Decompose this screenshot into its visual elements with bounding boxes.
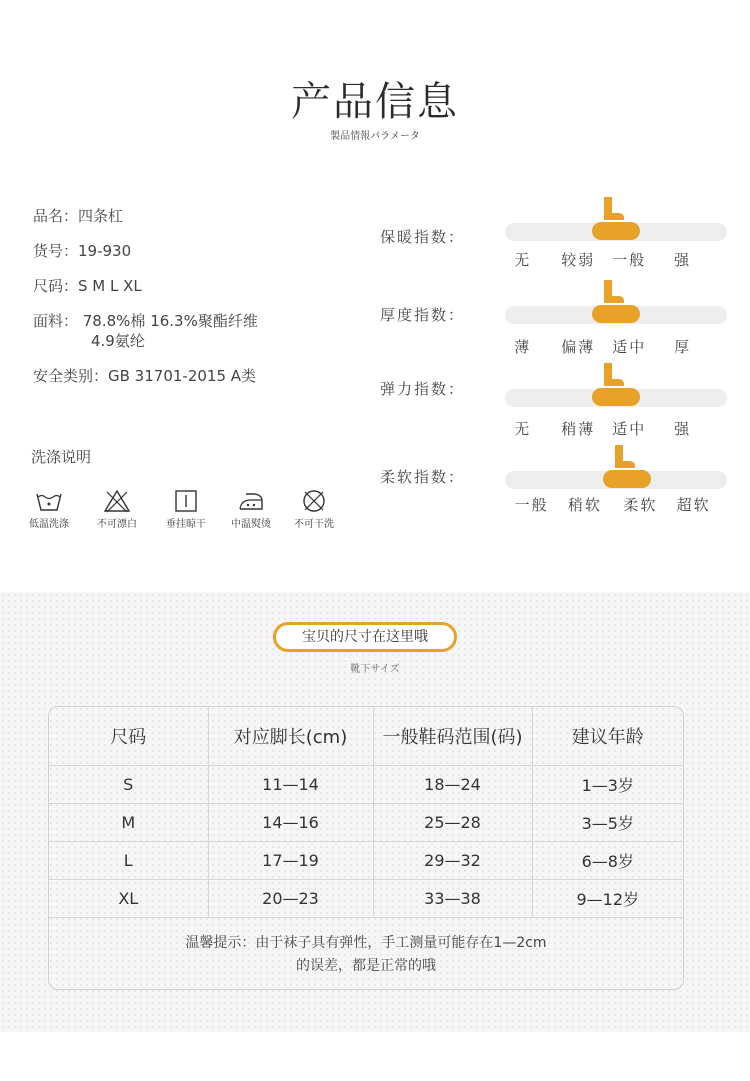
size-section-subtitle: 靴下サイズ bbox=[350, 664, 400, 675]
table-header-cell: 一般鞋码范围(码) bbox=[373, 707, 532, 766]
scale-label: 一般 bbox=[514, 496, 549, 514]
sock-icon bbox=[590, 361, 642, 407]
size-tip bbox=[48, 932, 684, 978]
care-medium-iron bbox=[219, 489, 283, 530]
washing-title: 洗涤说明 bbox=[31, 448, 92, 466]
thickness-index-label: 厚度指数： bbox=[380, 306, 466, 324]
size-tip-line: 的误差，都是正常的哦 bbox=[296, 958, 436, 974]
table-cell: XL bbox=[49, 880, 208, 918]
scale-label: 柔软 bbox=[623, 496, 658, 514]
table-header-cell: 对应脚长(cm) bbox=[208, 707, 373, 766]
care-label: 垂挂晾干 bbox=[166, 519, 206, 530]
scale-label: 适中 bbox=[612, 420, 647, 438]
scale-label: 一般 bbox=[612, 251, 647, 269]
scale-label: 稍薄 bbox=[561, 420, 596, 438]
table-cell: 9—12岁 bbox=[532, 880, 683, 918]
no-dry-clean-icon bbox=[300, 489, 328, 513]
softness-index-label: 柔软指数： bbox=[380, 468, 466, 486]
table-cell: 6—8岁 bbox=[532, 842, 683, 880]
care-hang-dry bbox=[154, 489, 218, 530]
table-cell: 17—19 bbox=[208, 842, 373, 880]
scale-label: 较弱 bbox=[561, 251, 596, 269]
table-row bbox=[49, 880, 683, 918]
table-cell: 1—3岁 bbox=[532, 766, 683, 804]
table-cell: 14—16 bbox=[208, 804, 373, 842]
care-no-bleach bbox=[85, 489, 149, 530]
spec-size: 尺码：S M L XL bbox=[33, 277, 142, 295]
spec-safety: 安全类别：GB 31701-2015 A类 bbox=[33, 367, 257, 385]
sock-icon bbox=[590, 278, 642, 324]
sock-icon bbox=[601, 443, 653, 489]
scale-label: 强 bbox=[674, 420, 692, 438]
table-cell: 3—5岁 bbox=[532, 804, 683, 842]
table-cell: L bbox=[49, 842, 208, 880]
table-cell: M bbox=[49, 804, 208, 842]
table-cell: 33—38 bbox=[373, 880, 532, 918]
table-header-row bbox=[49, 707, 683, 766]
scale-label: 偏薄 bbox=[561, 338, 596, 356]
care-label: 低温洗涤 bbox=[29, 519, 69, 530]
table-cell: 29—32 bbox=[373, 842, 532, 880]
table-cell: 20—23 bbox=[208, 880, 373, 918]
care-label: 不可干洗 bbox=[294, 519, 334, 530]
spec-name: 品名：四条杠 bbox=[33, 207, 124, 225]
spec-fabric: 面料： 78.8%棉 16.3%聚酯纤维 bbox=[33, 312, 258, 330]
elasticity-index-marker bbox=[590, 361, 642, 407]
scale-label: 薄 bbox=[514, 338, 532, 356]
table-cell: 18—24 bbox=[373, 766, 532, 804]
medium-iron-icon bbox=[237, 489, 265, 513]
table-row bbox=[49, 804, 683, 842]
softness-index-marker bbox=[601, 443, 653, 489]
scale-label: 强 bbox=[674, 251, 692, 269]
care-no-dry-clean bbox=[282, 489, 346, 530]
table-row bbox=[49, 766, 683, 804]
scale-label: 超软 bbox=[676, 496, 711, 514]
thickness-index-marker bbox=[590, 278, 642, 324]
warmth-index-label: 保暖指数： bbox=[380, 228, 466, 246]
warmth-index-marker bbox=[590, 195, 642, 241]
table-header-cell: 建议年龄 bbox=[532, 707, 683, 766]
table-cell: 25—28 bbox=[373, 804, 532, 842]
no-bleach-icon bbox=[103, 489, 131, 513]
table-cell: S bbox=[49, 766, 208, 804]
care-label: 不可漂白 bbox=[97, 519, 137, 530]
low-temp-wash-icon bbox=[35, 489, 63, 513]
page-subtitle: 製品情報パラメータ bbox=[330, 131, 420, 142]
scale-label: 稍软 bbox=[567, 496, 602, 514]
sock-icon bbox=[590, 195, 642, 241]
scale-label: 厚 bbox=[674, 338, 692, 356]
table-header-cell: 尺码 bbox=[49, 707, 208, 766]
table-cell: 11—14 bbox=[208, 766, 373, 804]
spec-item-no: 货号：19-930 bbox=[33, 242, 132, 260]
page-title: 产品信息 bbox=[291, 79, 459, 125]
scale-label: 适中 bbox=[612, 338, 647, 356]
size-tip-line: 温馨提示：由于袜子具有弹性，手工测量可能存在1—2cm bbox=[185, 935, 547, 951]
care-label: 中温熨烫 bbox=[231, 519, 271, 530]
size-section-title: 宝贝的尺寸在这里哦 bbox=[273, 622, 457, 652]
scale-label: 无 bbox=[514, 251, 532, 269]
scale-label: 无 bbox=[514, 420, 532, 438]
table-row bbox=[49, 842, 683, 880]
care-low-temp-wash bbox=[17, 489, 81, 530]
elasticity-index-label: 弹力指数： bbox=[380, 380, 466, 398]
spec-fabric-cont: 4.9氨纶 bbox=[91, 332, 145, 350]
hang-dry-icon bbox=[172, 489, 200, 513]
